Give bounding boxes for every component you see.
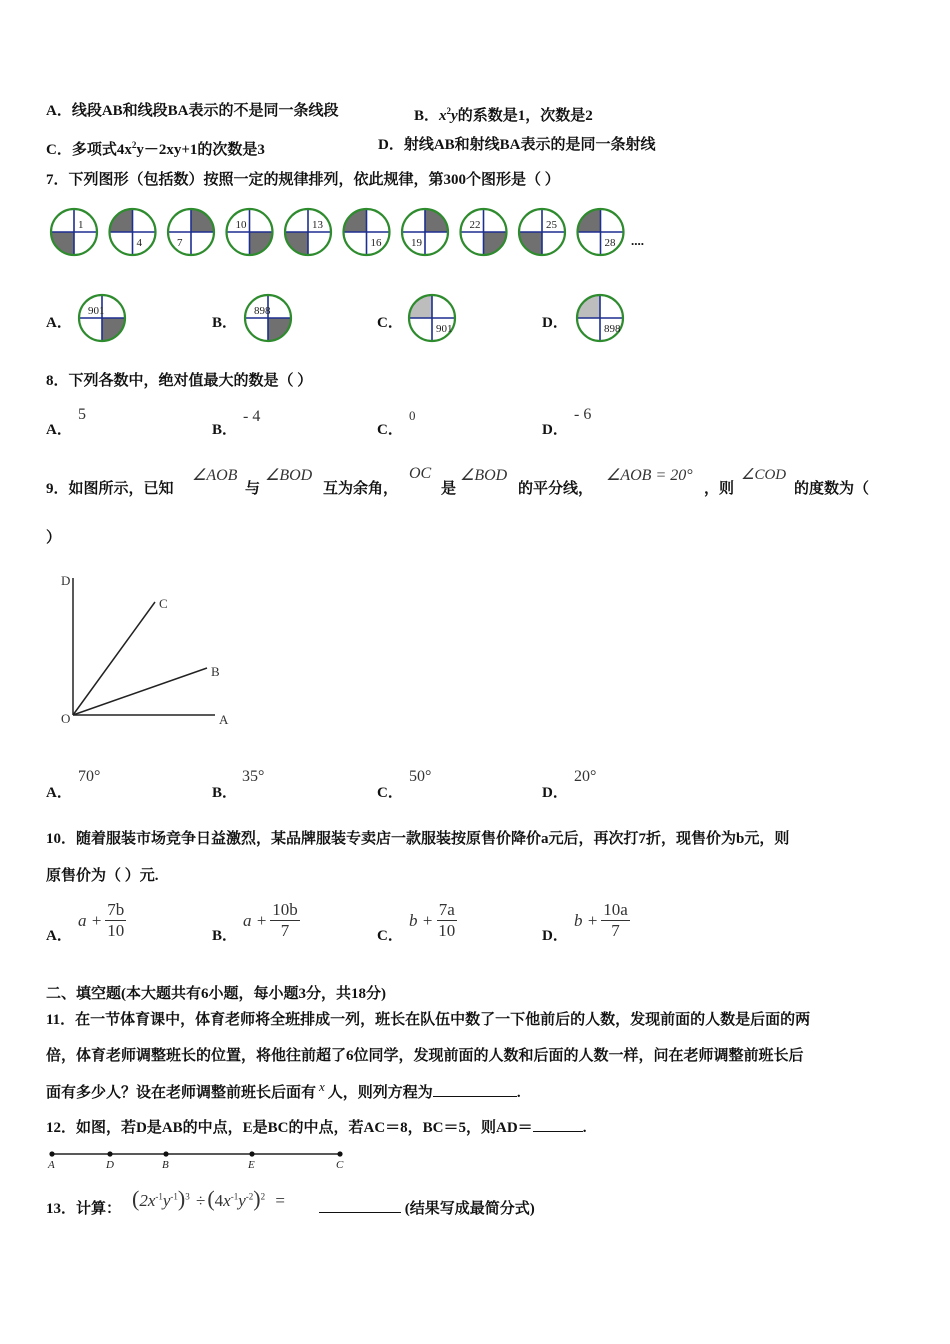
q7-sequence-circle xyxy=(402,209,448,255)
circle-number: 898 xyxy=(604,323,621,335)
q11-line-3: 面有多少人？设在老师调整前班长后面有 x 人，则列方程为 . xyxy=(46,1079,521,1101)
q11-answer-blank[interactable] xyxy=(433,1096,517,1097)
circle-number: 19 xyxy=(411,237,422,249)
q9-math-oc: OC xyxy=(409,465,432,482)
segment-point xyxy=(249,1151,254,1156)
q7-sequence-circle xyxy=(461,209,507,255)
q6-option-c: C．多项式$4x^2y-2xy+1$的次数是3 xyxy=(46,140,265,158)
q8-option-d-label: D． xyxy=(542,422,568,438)
segment-point xyxy=(107,1151,112,1156)
q7-sequence-circle xyxy=(519,209,565,255)
q9-math-aob-20: ∠AOB = 20° xyxy=(606,467,693,484)
q7-option-circle xyxy=(79,295,125,341)
q10-option-c-expr: b + $\frac{7a}{10}$ xyxy=(409,900,456,940)
q10-option-d-expr: b + $\frac{10a}{7}$ xyxy=(574,900,628,940)
ray-oc xyxy=(73,602,155,715)
q9-math-cod: ∠COD xyxy=(741,467,787,483)
q9-part-6: ，则 xyxy=(704,481,735,497)
label-o: O xyxy=(61,711,71,726)
q7-circle-sequence xyxy=(48,204,668,264)
q9-option-c-label: C． xyxy=(377,785,403,801)
q7-option-d-label: D． xyxy=(542,315,568,331)
q8-option-c-value: 0 xyxy=(409,408,416,423)
q10-option-b-label: B． xyxy=(212,928,238,944)
q6-option-a: A．线段AB和线段BA表示的不是同一条线段 xyxy=(46,103,339,119)
q8-option-c-label: C． xyxy=(377,422,403,438)
q8-option-b-label: B． xyxy=(212,422,238,438)
q9-part-3: 互为余角， xyxy=(323,481,399,497)
q8-option-d-value: - 6 xyxy=(574,406,592,423)
q7-option-figures xyxy=(0,290,650,350)
q7-sequence-circle xyxy=(51,209,97,255)
q12-stem: 12．如图，若D是AB的中点，E是BC的中点，若AC＝8，BC＝5，则AD＝ . xyxy=(46,1120,587,1136)
q9-option-a-value: 70° xyxy=(78,768,101,785)
segment-point-label: B xyxy=(162,1159,169,1171)
circle-number: 1 xyxy=(78,219,84,231)
q7-sequence-circle xyxy=(110,209,156,255)
q13-tail: (结果写成最简分式) xyxy=(319,1199,535,1219)
q7-ellipsis: .... xyxy=(631,233,644,248)
circle-number: 7 xyxy=(177,237,183,249)
q7-option-circle xyxy=(245,295,291,341)
q13-answer-blank[interactable] xyxy=(319,1212,401,1213)
label-b: B xyxy=(211,664,220,679)
circle-number: 13 xyxy=(312,219,323,231)
ray-ob xyxy=(73,668,207,715)
q10-option-a-label: A． xyxy=(46,928,72,944)
q10-option-a-expr: a + $\frac{7b}{10}$ xyxy=(78,900,125,940)
q8-option-a-value: 5 xyxy=(78,406,86,423)
circle-number: 898 xyxy=(254,305,271,317)
q9-math-bod-2: ∠BOD xyxy=(460,467,508,484)
circle-number: 4 xyxy=(136,237,142,249)
q7-sequence-circle xyxy=(168,209,214,255)
q8-option-b-value: - 4 xyxy=(243,408,261,425)
q13-label: 13．计算： xyxy=(46,1201,122,1217)
q9-angle-figure xyxy=(55,570,255,740)
q10-option-d-label: D． xyxy=(542,928,568,944)
q10-stem-line-1: 10．随着服装市场竞争日益激烈，某品牌服装专卖店一款服装按原售价降价a元后，再次打7折，现售价为b元，则 xyxy=(46,831,790,847)
q9-option-d-label: D． xyxy=(542,785,568,801)
segment-point-label: A xyxy=(48,1159,55,1171)
q9-part-7: 的度数为（ xyxy=(794,481,870,497)
q7-option-b-label: B． xyxy=(212,315,238,331)
q13-expression: $(2x^{-1}y^{-1})^3 \div(4x^{-1}y^{-2})^2$ = xyxy=(132,1186,285,1211)
q10-option-c-label: C． xyxy=(377,928,403,944)
label-a: A xyxy=(219,712,229,727)
q6-option-d: D．射线AB和射线BA表示的是同一条射线 xyxy=(378,137,656,153)
q9-part-5: 的平分线， xyxy=(518,481,594,497)
segment-point xyxy=(337,1151,342,1156)
q9-math-bod: ∠BOD xyxy=(265,467,313,484)
q10-stem-line-2: 原售价为（ ）元. xyxy=(46,868,159,884)
q9-option-c-value: 50° xyxy=(409,768,432,785)
q9-part-1: 9．如图所示，已知 xyxy=(46,481,174,497)
segment-point xyxy=(163,1151,168,1156)
circle-number: 16 xyxy=(370,237,382,249)
q8-stem: 8．下列各数中，绝对值最大的数是（ ） xyxy=(46,373,313,389)
segment-point-label: D xyxy=(106,1159,114,1171)
section-2-header: 二、填空题(本大题共有6小题，每小题3分，共18分) xyxy=(46,986,386,1002)
circle-number: 901 xyxy=(88,305,105,317)
q9-option-b-value: 35° xyxy=(242,768,265,785)
label-d: D xyxy=(61,573,71,588)
q9-option-a-label: A． xyxy=(46,785,72,801)
q12-segment-figure xyxy=(44,1147,364,1171)
q9-math-aob: ∠AOB xyxy=(192,467,238,484)
q9-part-4: 是 xyxy=(441,481,457,497)
q7-option-circle xyxy=(577,295,623,341)
circle-number: 901 xyxy=(436,323,453,335)
q7-stem: 7．下列图形（包括数）按照一定的规律排列，依此规律，第300个图形是（ ） xyxy=(46,172,560,188)
circle-number: 10 xyxy=(235,219,247,231)
circle-number: 25 xyxy=(546,219,557,231)
q7-option-c-label: C． xyxy=(377,315,403,331)
q7-option-a-label: A． xyxy=(46,315,72,331)
q7-sequence-circle xyxy=(285,209,331,255)
q7-sequence-circle xyxy=(227,209,273,255)
circle-number: 28 xyxy=(604,237,616,249)
label-c: C xyxy=(159,596,168,611)
q11-line-2: 倍，体育老师调整班长的位置，将他往前超了6位同学，发现前面的人数和后面的人数一样，问在老师调整前班长后 xyxy=(46,1048,804,1064)
q9-option-b-label: B． xyxy=(212,785,238,801)
q6-option-b: B．$x^2y$的系数是1，次数是2 xyxy=(414,106,593,124)
q9-close-paren: ） xyxy=(46,530,62,546)
q12-answer-blank[interactable] xyxy=(533,1131,583,1132)
segment-point-label: E xyxy=(248,1159,255,1171)
q8-option-a-label: A． xyxy=(46,422,72,438)
segment-point-label: C xyxy=(336,1159,344,1171)
q7-sequence-circle xyxy=(344,209,390,255)
q7-sequence-circle xyxy=(578,209,624,255)
q7-option-circle xyxy=(409,295,455,341)
circle-number: 22 xyxy=(469,219,481,231)
q9-option-d-value: 20° xyxy=(574,768,597,785)
segment-point xyxy=(49,1151,54,1156)
q11-line-1: 11．在一节体育课中，体育老师将全班排成一列，班长在队伍中数了一下他前后的人数，发现前面的人数是后面的两 xyxy=(46,1012,811,1028)
q10-option-b-expr: a + $\frac{10b}{7}$ xyxy=(243,900,298,940)
q9-part-2: 与 xyxy=(245,481,261,497)
